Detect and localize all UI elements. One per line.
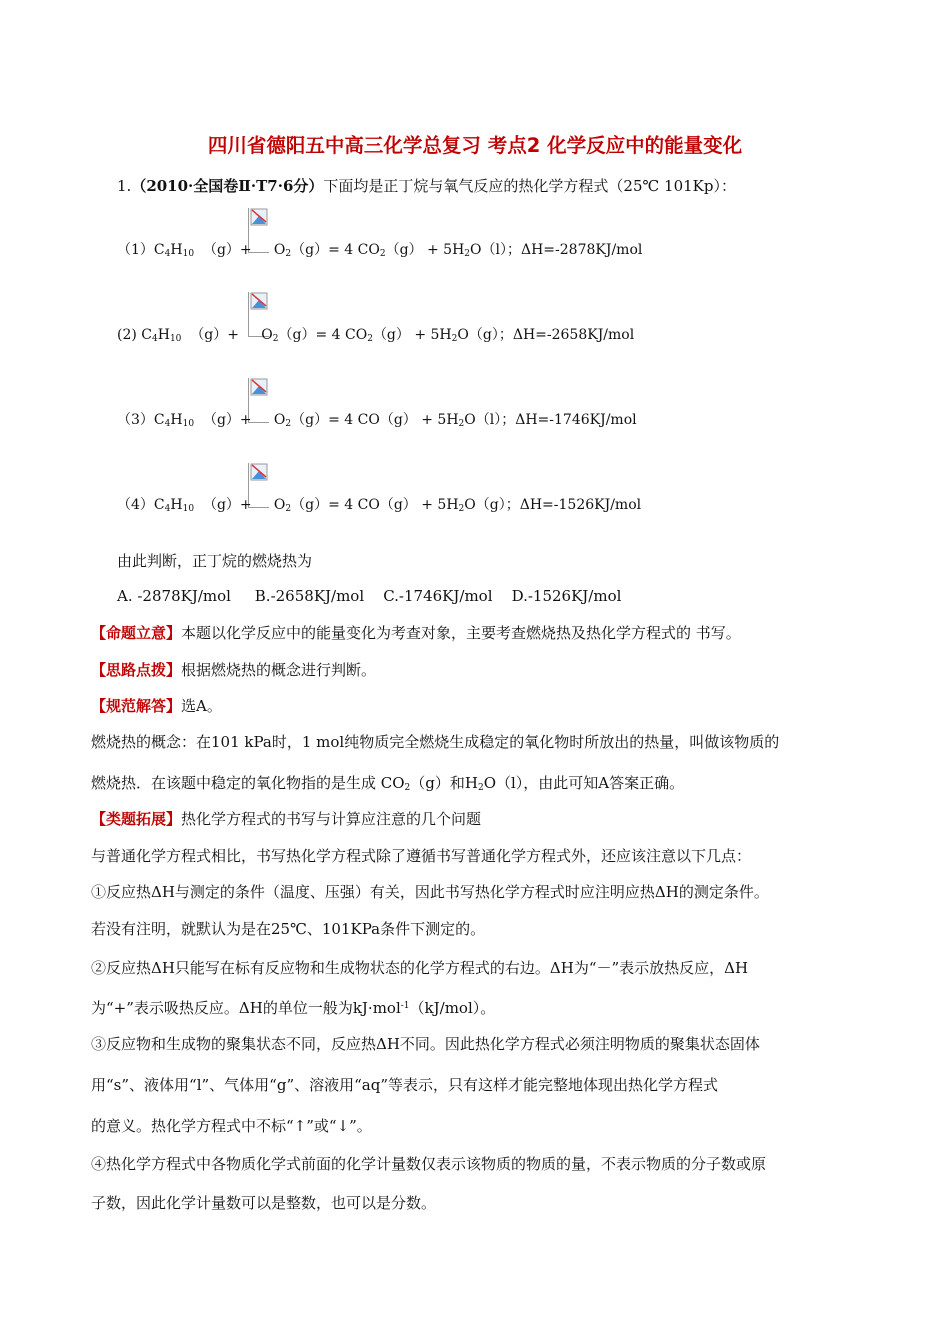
intent-tag: 【命题立意】 <box>91 624 182 642</box>
option-d: D.-1526KJ/mol <box>511 587 622 605</box>
question-source: （2010·全国卷Ⅱ·T7·6分） <box>131 177 324 195</box>
page-title: 四川省德阳五中高三化学总复习 考点2 化学反应中的能量变化 <box>207 134 743 157</box>
hint-tag: 【思路点拨】 <box>91 661 182 679</box>
point-3-line-3: 的意义。热化学方程式中不标“↑”或“↓”。 <box>91 1117 372 1135</box>
hint-line: 【思路点拨】根据燃烧热的概念进行判断。 <box>91 661 377 679</box>
extension-line: 【类题拓展】热化学方程式的书写与计算应注意的几个问题 <box>91 810 482 828</box>
answer-tag: 【规范解答】 <box>91 697 182 715</box>
point-1-line-2: 若没有注明，就默认为是在25℃、101KPa条件下测定的。 <box>91 920 486 938</box>
option-b: B.-2658KJ/mol <box>254 587 365 605</box>
answer-line: 【规范解答】选A。 <box>91 697 222 715</box>
question-prompt: 由此判断，正丁烷的燃烧热为 <box>117 552 313 570</box>
options-row <box>117 587 621 605</box>
point-1-line-1: ①反应热ΔH与测定的条件（温度、压强）有关，因此书写热化学方程式时应注明应热ΔH的测定条件。 <box>91 883 769 901</box>
concept-line-2: 燃烧热．在该题中稳定的氧化物指的是生成 $CO_2(g)$和$H_2O(l)$，由此可知A答案正确。 <box>91 774 685 793</box>
question-number: 1. <box>117 177 132 195</box>
option-a: A. -2878KJ/mol <box>117 587 231 605</box>
equation-3: $(3)C_4H_{10}$ （g）+ $O_2(g)= 4$ $CO(g) + 5H_2O(l)$；ΔH=-1746KJ/mol <box>117 412 637 429</box>
point-4-line-2: 子数，因此化学计量数可以是整数，也可以是分数。 <box>91 1194 437 1212</box>
intent-line: 【命题立意】本题以化学反应中的能量变化为考查对象，主要考查燃烧热及热化学方程式的 书写。 <box>91 624 741 642</box>
broken-image-icon <box>250 378 268 396</box>
point-2-line-2: 为“+”表示吸热反应。ΔH的单位一般为kJ·mol$^{-1}$（kJ/mol）。 <box>91 999 496 1017</box>
point-4-line-1: ④热化学方程式中各物质化学式前面的化学计量数仅表示该物质的物质的量，不表示物质的分子数或原 <box>91 1155 767 1173</box>
broken-image-icon <box>250 208 268 226</box>
concept-line-1: 燃烧热的概念：在101 kPa时，1 mol纯物质完全燃烧生成稳定的氧化物时所放出的热量，叫做该物质的 <box>91 733 780 751</box>
broken-image-icon <box>250 463 268 481</box>
equation-4: $(4)C_4H_{10}$ （g）+ $O_2(g)= 4$ $CO(g) + 5H_2O(g)$；ΔH=-1526KJ/mol <box>117 497 642 514</box>
extension-intro: 与普通化学方程式相比，书写热化学方程式除了遵循书写普通化学方程式外，还应该注意以下几点： <box>91 847 752 865</box>
extension-tag: 【类题拓展】 <box>91 810 182 828</box>
broken-image-icon <box>250 292 268 310</box>
equation-1: $(1)C_4H_{10}$ （g）+ $O_2(g)= 4$ $CO_2(g) + 5H_2O(l)$；ΔH=-2878KJ/mol <box>117 242 643 259</box>
point-3-line-1: ③反应物和生成物的聚集状态不同，反应热ΔH不同。因此热化学方程式必须注明物质的聚集状态固体 <box>91 1035 760 1053</box>
equation-2: (2) $C_4H_{10}$ （g）+ $O_2(g)= 4$ $CO_2(g) + 5H_2O(g)$；ΔH=-2658KJ/mol <box>117 327 635 344</box>
question-header <box>117 175 736 196</box>
point-3-line-2: 用“s”、液体用“l”、气体用“g”、溶液用“aq”等表示，只有这样才能完整地体现出热化学方程式 <box>91 1076 718 1094</box>
point-2-line-1: ②反应热ΔH只能写在标有反应物和生成物状态的化学方程式的右边。ΔH为“－”表示放热反应，ΔH <box>91 959 749 977</box>
question-stem: 下面均是正丁烷与氧气反应的热化学方程式（25℃ 101Kp）： <box>323 177 736 195</box>
option-c: C.-1746KJ/mol <box>383 587 493 605</box>
